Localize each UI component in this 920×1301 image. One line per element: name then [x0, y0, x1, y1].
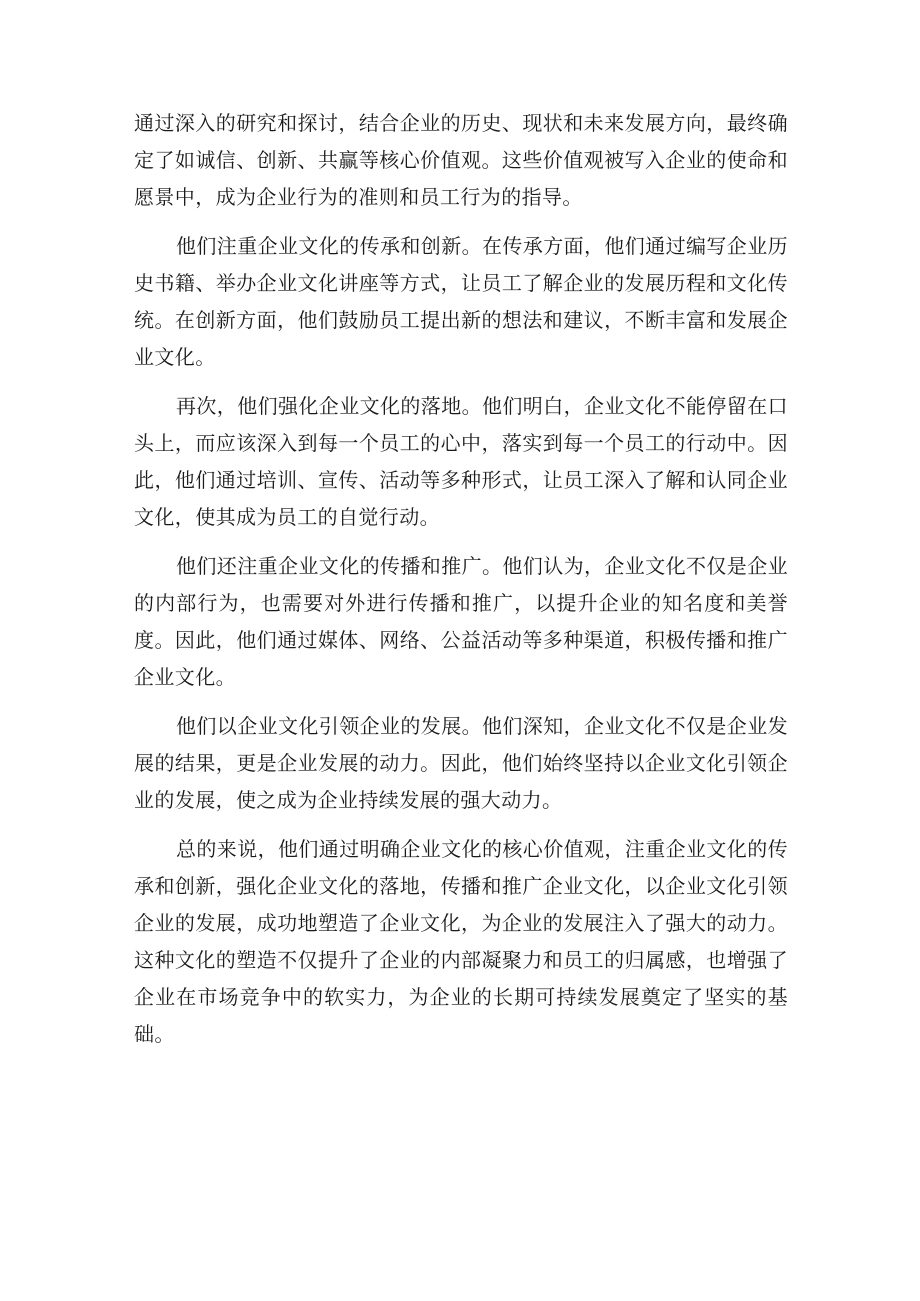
paragraph-6: 总的来说，他们通过明确企业文化的核心价值观，注重企业文化的传承和创新，强化企业文化的落地，传播和推广企业文化，以企业文化引领企业的发展，成功地塑造了企业文化，为企业的发展注入了强大的动力。这种文化的塑造不仅提升了企业的内部凝聚力和员工的归属感，也增强了企业在市场竞争中的软实力，为企业的长期可持续发展奠定了坚实的基础。 — [134, 837, 788, 1046]
paragraph-1: 通过深入的研究和探讨，结合企业的历史、现状和未来发展方向，最终确定了如诚信、创新、共赢等核心价值观。这些价值观被写入企业的使命和愿景中，成为企业行为的准则和员工行为的指导。 — [134, 111, 788, 209]
paragraph-2: 他们注重企业文化的传承和创新。在传承方面，他们通过编写企业历史书籍、举办企业文化讲座等方式，让员工了解企业的发展历程和文化传统。在创新方面，他们鼓励员工提出新的想法和建议，不断丰富和发展企业文化。 — [134, 234, 788, 369]
paragraph-5: 他们以企业文化引领企业的发展。他们深知，企业文化不仅是企业发展的结果，更是企业发展的动力。因此，他们始终坚持以企业文化引领企业的发展，使之成为企业持续发展的强大动力。 — [134, 714, 788, 812]
paragraph-4: 他们还注重企业文化的传播和推广。他们认为，企业文化不仅是企业的内部行为，也需要对外进行传播和推广，以提升企业的知名度和美誉度。因此，他们通过媒体、网络、公益活动等多种渠道，积极传播和推广企业文化。 — [134, 554, 788, 689]
document-body — [134, 105, 788, 1065]
paragraph-3: 再次，他们强化企业文化的落地。他们明白，企业文化不能停留在口头上，而应该深入到每一个员工的心中，落实到每一个员工的行动中。因此，他们通过培训、宣传、活动等多种形式，让员工深入了解和认同企业文化，使其成为员工的自觉行动。 — [134, 394, 788, 529]
